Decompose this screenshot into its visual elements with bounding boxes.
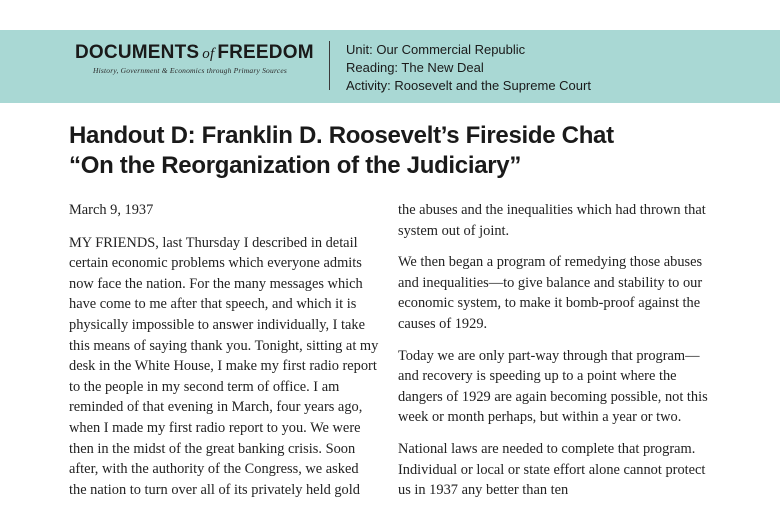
activity-label: Activity: Roosevelt and the Supreme Court	[346, 78, 591, 93]
right-column	[398, 200, 708, 512]
logo-word-of: of	[202, 46, 215, 62]
paragraph: the abuses and the inequalities which had thrown that system out of joint.	[398, 202, 706, 239]
unit-info	[346, 41, 591, 95]
speech-date: March 9, 1937	[69, 202, 154, 218]
unit-label: Unit: Our Commercial Republic	[346, 42, 526, 57]
documents-of-freedom-logo	[75, 42, 314, 75]
left-column	[69, 200, 379, 511]
logo-title	[75, 42, 314, 64]
title-line-1: Handout D: Franklin D. Roosevelt’s Fireside Chat	[69, 122, 614, 149]
header-banner	[0, 30, 780, 103]
logo-word-documents: DOCUMENTS	[75, 42, 200, 63]
paragraph: We then began a program of remedying those abuses and inequalities—to give balance and stability to our economic system, to make it bomb-proof against the causes of 1929.	[398, 254, 703, 332]
paragraph: Today we are only part-way through that program—and recovery is speeding up to a point where the dangers of 1929 are again becoming possible, not this week or month perhaps, but within a year or two.	[398, 347, 708, 426]
logo-subtitle: History, Government & Economics through Primary Sources	[93, 66, 287, 75]
paragraph: National laws are needed to complete that program. Individual or local or state effort alone cannot protect us in 1937 any better than ten	[398, 440, 706, 499]
title-line-2: “On the Reorganization of the Judiciary”	[69, 152, 522, 179]
handout-title	[69, 121, 749, 181]
logo-word-freedom: FREEDOM	[217, 42, 314, 63]
header-divider	[329, 41, 330, 90]
reading-label: Reading: The New Deal	[346, 60, 484, 75]
paragraph: MY FRIENDS, last Thursday I described in detail certain economic problems which everyone admits now face the nation. For the many messages which have come to me after that speech, and which it is physically impossible to answer individually, I take this means of saying thank you. Tonight, sitting at my desk in the White House, I make my first radio report to the people in my second term of office. I am reminded of that evening in March, four years ago, when I made my first radio report to you. We were then in the midst of the great banking crisis. Soon after, with the authority of the Congress, we asked the nation to turn over all of its privately held gold	[69, 234, 379, 498]
